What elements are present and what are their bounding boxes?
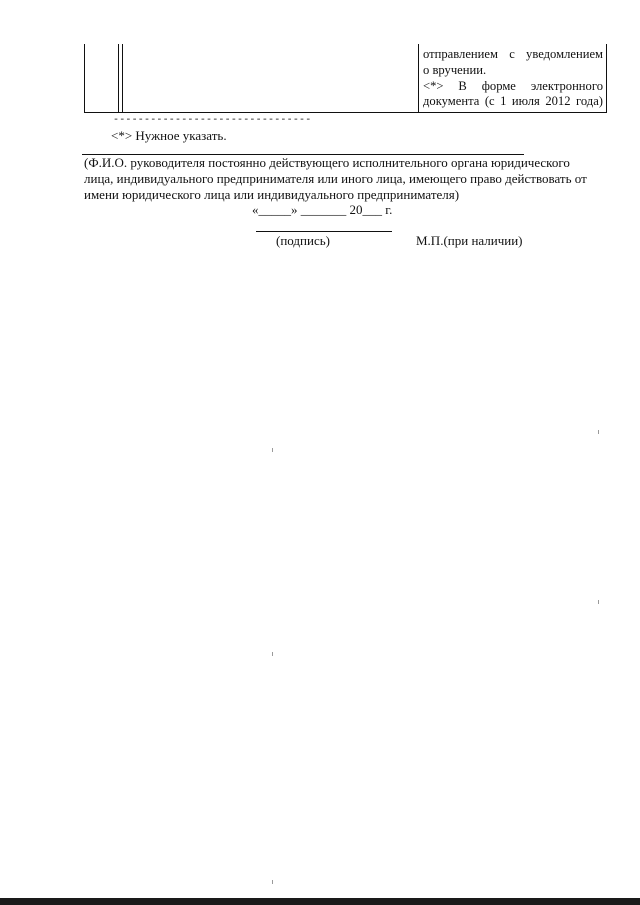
scan-speck [598,600,599,604]
signature-underline [256,231,392,232]
cell-line: <*> В форме электронного [423,78,603,93]
fio-line: лица, индивидуального предпринимателя или иного лица, имеющего право действовать от [84,170,587,186]
scan-speck [272,652,273,656]
cell-line: документа (с 1 июля 2012 года) [423,94,603,109]
date-field: «_____» _______ 20___ г. [252,202,393,217]
fio-line: (Ф.И.О. руководителя постоянно действующего исполнительного органа юридического [84,155,570,170]
stamp-label: М.П.(при наличии) [416,233,523,248]
table-fragment [84,44,607,113]
scan-speck [272,448,273,452]
table-column-divider [122,44,123,112]
cell-line: отправлением с уведомлением [423,47,603,61]
signature-label: (подпись) [276,233,330,248]
scan-speck [598,430,599,434]
footnote-text: <*> Нужное указать. [111,128,227,143]
table-column-divider [418,44,419,112]
scan-edge-bar [0,898,640,905]
cell-line: о вручении. [423,62,487,77]
scan-speck [272,880,273,884]
footnote-separator: -------------------------------- [113,115,312,126]
table-cell-text [423,47,603,110]
fio-caption [84,155,604,202]
fio-line: имени юридического лица или индивидуального предпринимателя) [84,186,460,202]
table-column-divider [118,44,119,112]
